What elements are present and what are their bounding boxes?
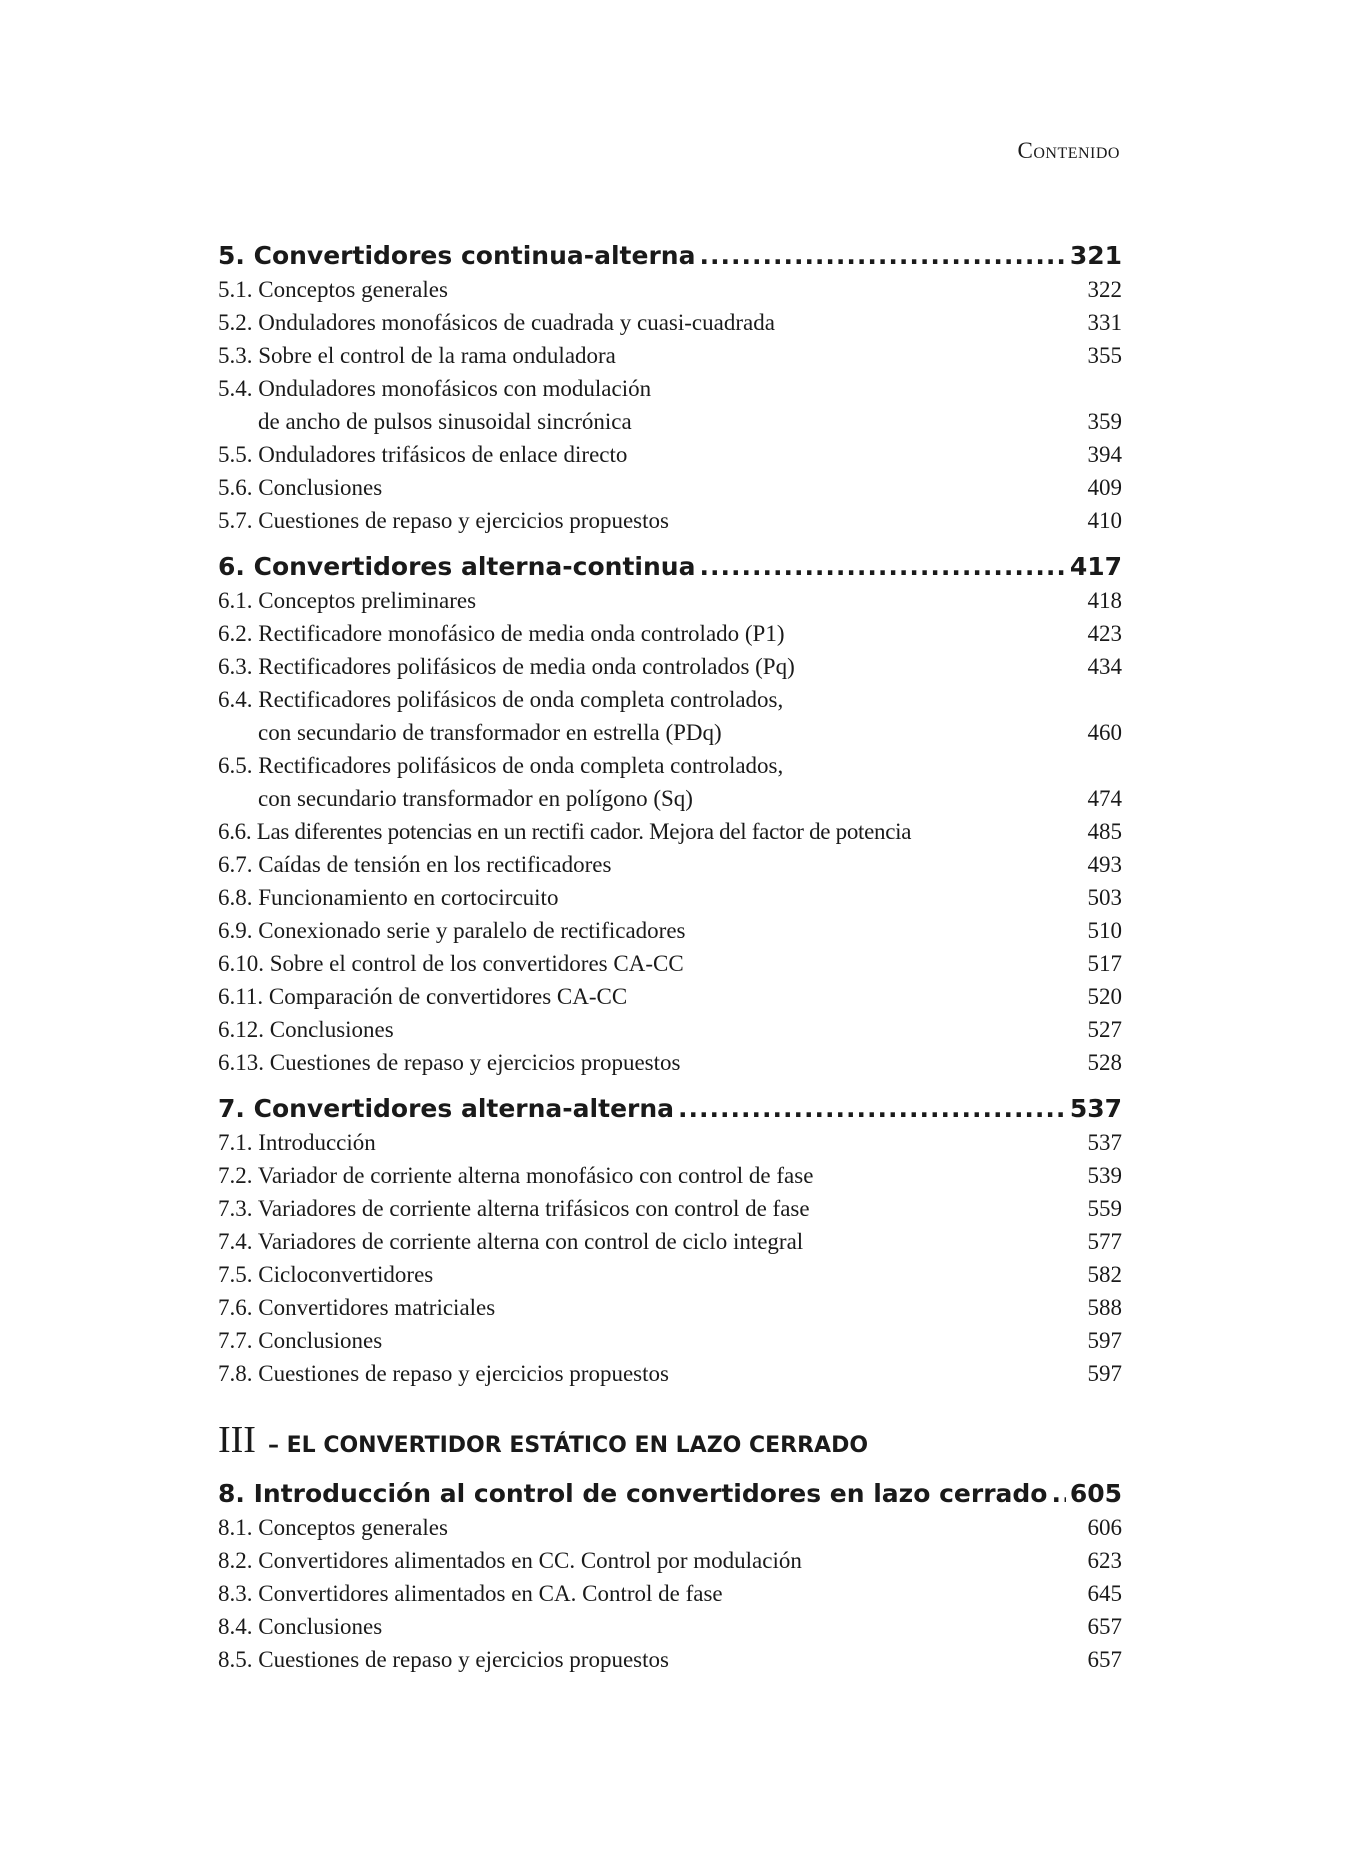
entry-page: 657 (1087, 1647, 1122, 1672)
toc-entry[interactable] (218, 1357, 1122, 1390)
toc-entry[interactable] (218, 584, 1122, 617)
entry-label: 6.6. Las diferentes potencias en un rectifi cador. Mejora del factor de potencia (218, 819, 912, 844)
toc-entry[interactable] (218, 1291, 1122, 1324)
entry-page: 597 (1087, 1361, 1122, 1386)
toc-entry[interactable] (218, 1610, 1122, 1643)
entry-page: 588 (1087, 1295, 1122, 1320)
chapter-title: 6. Convertidores alterna-continua (218, 552, 696, 581)
entry-label: 6.10. Sobre el control de los convertidores CA-CC (218, 951, 684, 976)
toc-entry[interactable] (218, 1192, 1122, 1225)
entry-label: 5.3. Sobre el control de la rama onduladora (218, 343, 616, 368)
toc-entry[interactable] (218, 1577, 1122, 1610)
entry-label: 6.1. Conceptos preliminares (218, 588, 477, 613)
toc-entry[interactable] (218, 947, 1122, 980)
toc-entry[interactable] (218, 749, 1122, 815)
entry-label: 8.2. Convertidores alimentados en CC. Control por modulación (218, 1548, 802, 1573)
entry-label (218, 683, 1088, 749)
chapter-page: 605 (1069, 1479, 1122, 1508)
chapter-heading[interactable] (218, 1091, 1122, 1126)
entry-page: 460 (1087, 720, 1122, 745)
entry-label-line2: con secundario de transformador en estrella (PDq) (258, 720, 722, 745)
entry-page: 527 (1087, 1017, 1122, 1042)
chapter-heading[interactable] (218, 238, 1122, 273)
entry-page: 322 (1087, 277, 1122, 302)
entry-page: 355 (1087, 343, 1122, 368)
toc-entry[interactable] (218, 617, 1122, 650)
entry-page: 485 (1087, 819, 1122, 844)
chapter-title: 8. Introducción al control de convertidores en lazo cerrado (218, 1479, 1048, 1508)
running-header: Contenido (1017, 138, 1120, 163)
entry-page: 418 (1087, 588, 1122, 613)
toc-entry[interactable] (218, 848, 1122, 881)
entry-page: 606 (1087, 1515, 1122, 1540)
entry-label-line2: de ancho de pulsos sinusoidal sincrónica (258, 409, 632, 434)
toc-entry[interactable] (218, 339, 1122, 372)
entry-label: 6.12. Conclusiones (218, 1017, 394, 1042)
entry-label: 8.4. Conclusiones (218, 1614, 383, 1639)
part-title: – EL CONVERTIDOR ESTÁTICO EN LAZO CERRADO (267, 1433, 869, 1458)
entry-page: 528 (1087, 1050, 1122, 1075)
chapter-page: 417 (1069, 552, 1122, 581)
toc-entry[interactable] (218, 306, 1122, 339)
entry-page: 559 (1087, 1196, 1122, 1221)
entry-page: 474 (1087, 786, 1122, 811)
entry-page: 423 (1087, 621, 1122, 646)
entry-page: 510 (1087, 918, 1122, 943)
entry-page: 657 (1087, 1614, 1122, 1639)
entry-label-line1: 6.4. Rectificadores polifásicos de onda completa controlados, (218, 687, 784, 712)
entry-page: 520 (1087, 984, 1122, 1009)
entry-label: 8.3. Convertidores alimentados en CA. Control de fase (218, 1581, 723, 1606)
table-of-contents (218, 238, 1122, 1676)
chapter-title: 7. Convertidores alterna-alterna (218, 1094, 675, 1123)
entry-page: 410 (1087, 508, 1122, 533)
entry-label: 7.3. Variadores de corriente alterna trifásicos con control de fase (218, 1196, 810, 1221)
entry-page: 394 (1087, 442, 1122, 467)
entry-label: 7.6. Convertidores matriciales (218, 1295, 496, 1320)
toc-entry[interactable] (218, 980, 1122, 1013)
entry-page: 493 (1087, 852, 1122, 877)
chapter-title: 5. Convertidores continua-alterna (218, 241, 696, 270)
entry-label: 7.1. Introducción (218, 1130, 376, 1155)
entry-page: 359 (1087, 409, 1122, 434)
toc-entry[interactable] (218, 683, 1122, 749)
entry-label: 5.5. Onduladores trifásicos de enlace directo (218, 442, 628, 467)
toc-entry[interactable] (218, 438, 1122, 471)
entry-label: 6.9. Conexionado serie y paralelo de rectificadores (218, 918, 686, 943)
toc-entry[interactable] (218, 1126, 1122, 1159)
entry-page: 409 (1087, 475, 1122, 500)
entry-label: 8.5. Cuestiones de repaso y ejercicios propuestos (218, 1647, 669, 1672)
entry-label: 7.4. Variadores de corriente alterna con control de ciclo integral (218, 1229, 804, 1254)
toc-entry[interactable] (218, 1225, 1122, 1258)
toc-entry[interactable] (218, 815, 1122, 848)
toc-entry[interactable] (218, 881, 1122, 914)
entry-label: 6.11. Comparación de convertidores CA-CC (218, 984, 628, 1009)
entry-label (218, 749, 1088, 815)
toc-entry[interactable] (218, 1511, 1122, 1544)
toc-entry[interactable] (218, 914, 1122, 947)
toc-entry[interactable] (218, 650, 1122, 683)
toc-entry[interactable] (218, 1046, 1122, 1079)
entry-label: 6.13. Cuestiones de repaso y ejercicios propuestos (218, 1050, 681, 1075)
entry-label: 7.7. Conclusiones (218, 1328, 383, 1353)
chapter-heading[interactable] (218, 1476, 1122, 1511)
entry-page: 577 (1087, 1229, 1122, 1254)
leader-dots (699, 549, 1065, 584)
entry-label: 7.2. Variador de corriente alterna monofásico con control de fase (218, 1163, 814, 1188)
leader-dots (699, 238, 1065, 273)
toc-entry[interactable] (218, 1258, 1122, 1291)
entry-page: 537 (1087, 1130, 1122, 1155)
entry-label: 6.2. Rectificadore monofásico de media onda controlado (P1) (218, 621, 785, 646)
entry-page: 645 (1087, 1581, 1122, 1606)
entry-label: 6.7. Caídas de tensión en los rectificadores (218, 852, 612, 877)
entry-page: 597 (1087, 1328, 1122, 1353)
entry-page: 623 (1087, 1548, 1122, 1573)
toc-entry[interactable] (218, 372, 1122, 438)
entry-page: 539 (1087, 1163, 1122, 1188)
part-number: III (218, 1419, 256, 1461)
toc-entry[interactable] (218, 273, 1122, 306)
entry-label: 5.6. Conclusiones (218, 475, 383, 500)
entry-label: 6.8. Funcionamiento en cortocircuito (218, 885, 559, 910)
entry-page: 331 (1087, 310, 1122, 335)
entry-label (218, 372, 1088, 438)
entry-page: 434 (1087, 654, 1122, 679)
entry-page: 503 (1087, 885, 1122, 910)
toc-entry[interactable] (218, 1544, 1122, 1577)
leader-dots (1051, 1476, 1065, 1511)
toc-entry[interactable] (218, 1013, 1122, 1046)
chapter-page: 321 (1069, 241, 1122, 270)
entry-label-line1: 5.4. Onduladores monofásicos con modulación (218, 376, 652, 401)
toc-entry[interactable] (218, 1159, 1122, 1192)
entry-page: 517 (1087, 951, 1122, 976)
entry-label: 5.7. Cuestiones de repaso y ejercicios propuestos (218, 508, 669, 533)
toc-entry[interactable] (218, 1643, 1122, 1676)
toc-entry[interactable] (218, 504, 1122, 537)
leader-dots (678, 1091, 1066, 1126)
toc-entry[interactable] (218, 471, 1122, 504)
entry-label: 8.1. Conceptos generales (218, 1515, 448, 1540)
entry-page: 582 (1087, 1262, 1122, 1287)
part-heading (218, 1418, 1122, 1468)
entry-label: 6.3. Rectificadores polifásicos de media onda controlados (Pq) (218, 654, 795, 679)
entry-label: 5.1. Conceptos generales (218, 277, 448, 302)
chapter-page: 537 (1069, 1094, 1122, 1123)
entry-label: 5.2. Onduladores monofásicos de cuadrada y cuasi-cuadrada (218, 310, 775, 335)
entry-label: 7.5. Cicloconvertidores (218, 1262, 434, 1287)
toc-entry[interactable] (218, 1324, 1122, 1357)
entry-label-line1: 6.5. Rectificadores polifásicos de onda completa controlados, (218, 753, 784, 778)
chapter-heading[interactable] (218, 549, 1122, 584)
entry-label: 7.8. Cuestiones de repaso y ejercicios propuestos (218, 1361, 669, 1386)
entry-label-line2: con secundario transformador en polígono (Sq) (258, 786, 693, 811)
